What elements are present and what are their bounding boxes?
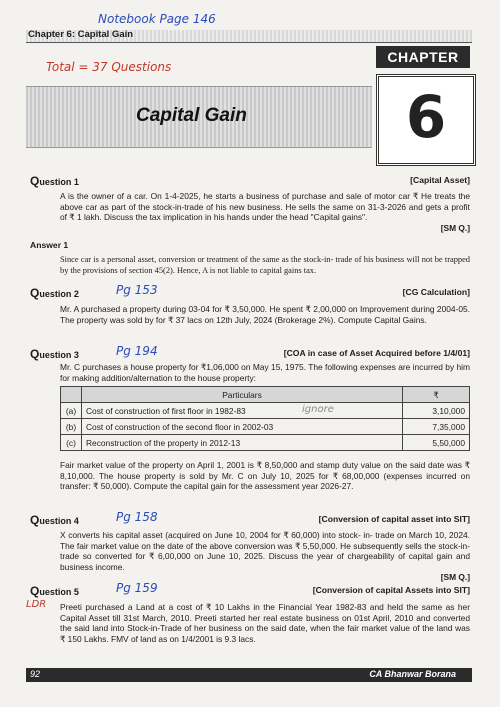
expenses-table: [60, 386, 470, 451]
question-2-tag: [CG Calculation]: [402, 287, 470, 297]
question-1-tag: [Capital Asset]: [410, 175, 470, 185]
notebook-page-note: Notebook Page 146: [98, 12, 216, 26]
row-description: Cost of construction of the second floor in 2002-03: [82, 419, 403, 435]
chapter-number-box: [376, 74, 476, 166]
question-3-text: Mr. C purchases a house property for ₹1,06,000 on May 15, 1975. The following expenses are incurred by him for making addition/alternation to the house property:: [60, 362, 470, 383]
chapter-number: 6: [405, 83, 447, 151]
question-1-smq: [SM Q.]: [440, 222, 470, 233]
row-index: (a): [61, 403, 82, 419]
chapter-label: CHAPTER: [376, 46, 470, 68]
table-header-blank: [61, 387, 82, 403]
question-3-label: Question 3: [30, 347, 79, 361]
table-header-row: [61, 387, 470, 403]
question-3-tag: [COA in case of Asset Acquired before 1/4/01]: [283, 348, 470, 358]
row-description: Reconstruction of the property in 2012-13: [82, 435, 403, 451]
row-index: (c): [61, 435, 82, 451]
page-number: 92: [30, 669, 41, 679]
table-header-particulars: Particulars: [82, 387, 403, 403]
question-1-heading: [30, 174, 470, 188]
row-description: Cost of construction of first floor in 1982-83 ignore: [82, 403, 403, 419]
ldr-note: LDR: [26, 599, 47, 610]
question-3-heading: [30, 347, 470, 361]
chapter-strip: [26, 30, 472, 43]
question-5-page-note: Pg 159: [116, 581, 158, 595]
page-footer: [26, 668, 472, 682]
question-4-smq: [SM Q.]: [440, 572, 470, 583]
answer-1-label: Answer 1: [30, 240, 69, 250]
row-amount: 3,10,000: [403, 403, 470, 419]
row-amount: 5,50,000: [403, 435, 470, 451]
table-header-currency: ₹: [403, 387, 470, 403]
question-1-text: A is the owner of a car. On 1-4-2025, he starts a business of purchase and sale of motor car ₹ He treats the above car as part of the stock-in-trade of his new business. He sells the same on 31-3-2026 and gets a profit of ₹ 1 lakh. Discuss the tax implication in his hands under the head "Capital gains". [SM Q.]: [60, 191, 470, 233]
question-4-text: X converts his capital asset (acquired on June 10, 2004 for ₹ 60,000) into stock- in- trade on March 10, 2024. The fair market value on the date of the above conversion was ₹ 5,50,000. He subsequently sells the stock-in-trade so converted for ₹ 6,00,000 on June 10, 2025. Discuss the year of chargeability of capital gain and business income. [SM Q.]: [60, 530, 470, 583]
question-4-heading: [30, 513, 470, 527]
question-2-text: Mr. A purchased a property during 03-04 for ₹ 3,50,000. He spent ₹ 2,00,000 on Improvement during 2004-05. The property was sold by for ₹ 37 lacs on 12th July, 2024 (Brokerage 2%). Compute Capital Gains.: [60, 304, 470, 325]
table-row: [61, 435, 470, 451]
answer-1-text: Since car is a personal asset, conversion or treatment of the same as the stock-in- trade of his business will not be trapped by the provisions of section 45(2). Hence, A is not liable to capital gains tax.: [60, 255, 470, 275]
question-1-label: Question 1: [30, 174, 79, 188]
question-3-page-note: Pg 194: [116, 344, 158, 358]
question-5-text: Preeti purchased a Land at a cost of ₹ 10 Lakhs in the Financial Year 1982-83 and held the same as her Capital Asset till 31st March, 2010. Preeti started her real estate business on 01st April, 2010 and converted the said land into Stock-in-Trade of her business on the said date, when the fair market value of the land was ₹ 150 Lakhs. FMV of land as on 1/4/2001 is 9.3 lacs.: [60, 602, 470, 644]
question-2-page-note: Pg 153: [116, 283, 158, 297]
author-name: CA Bhanwar Borana: [369, 669, 456, 679]
question-5-tag: [Conversion of capital Assets into SIT]: [312, 585, 470, 595]
question-5-label: Question 5: [30, 584, 79, 598]
title-banner: [26, 86, 372, 148]
question-2-label: Question 2: [30, 286, 79, 300]
chapter-title: Capital Gain: [136, 105, 247, 126]
question-2-heading: [30, 286, 470, 300]
total-questions-note: Total = 37 Questions: [46, 60, 172, 74]
row-index: (b): [61, 419, 82, 435]
table-row: [61, 403, 470, 419]
question-4-page-note: Pg 158: [116, 510, 158, 524]
table-row: [61, 419, 470, 435]
question-3-text-continued: Fair market value of the property on April 1, 2001 is ₹ 8,50,000 and stamp duty value on the said date was ₹ 8,10,000. The house property is sold by Mr. C on July 10, 2025 for ₹ 68,00,000 (expenses incurred on transfer: ₹ 50,000). Compute the capital gain for the assessment year 2026-27.: [60, 460, 470, 492]
question-4-tag: [Conversion of capital asset into SIT]: [318, 514, 470, 524]
question-5-heading: [30, 584, 470, 598]
ignore-note: ignore: [302, 404, 334, 415]
chapter-strip-label: Chapter 6: Capital Gain: [28, 29, 134, 40]
row-amount: 7,35,000: [403, 419, 470, 435]
question-4-label: Question 4: [30, 513, 79, 527]
